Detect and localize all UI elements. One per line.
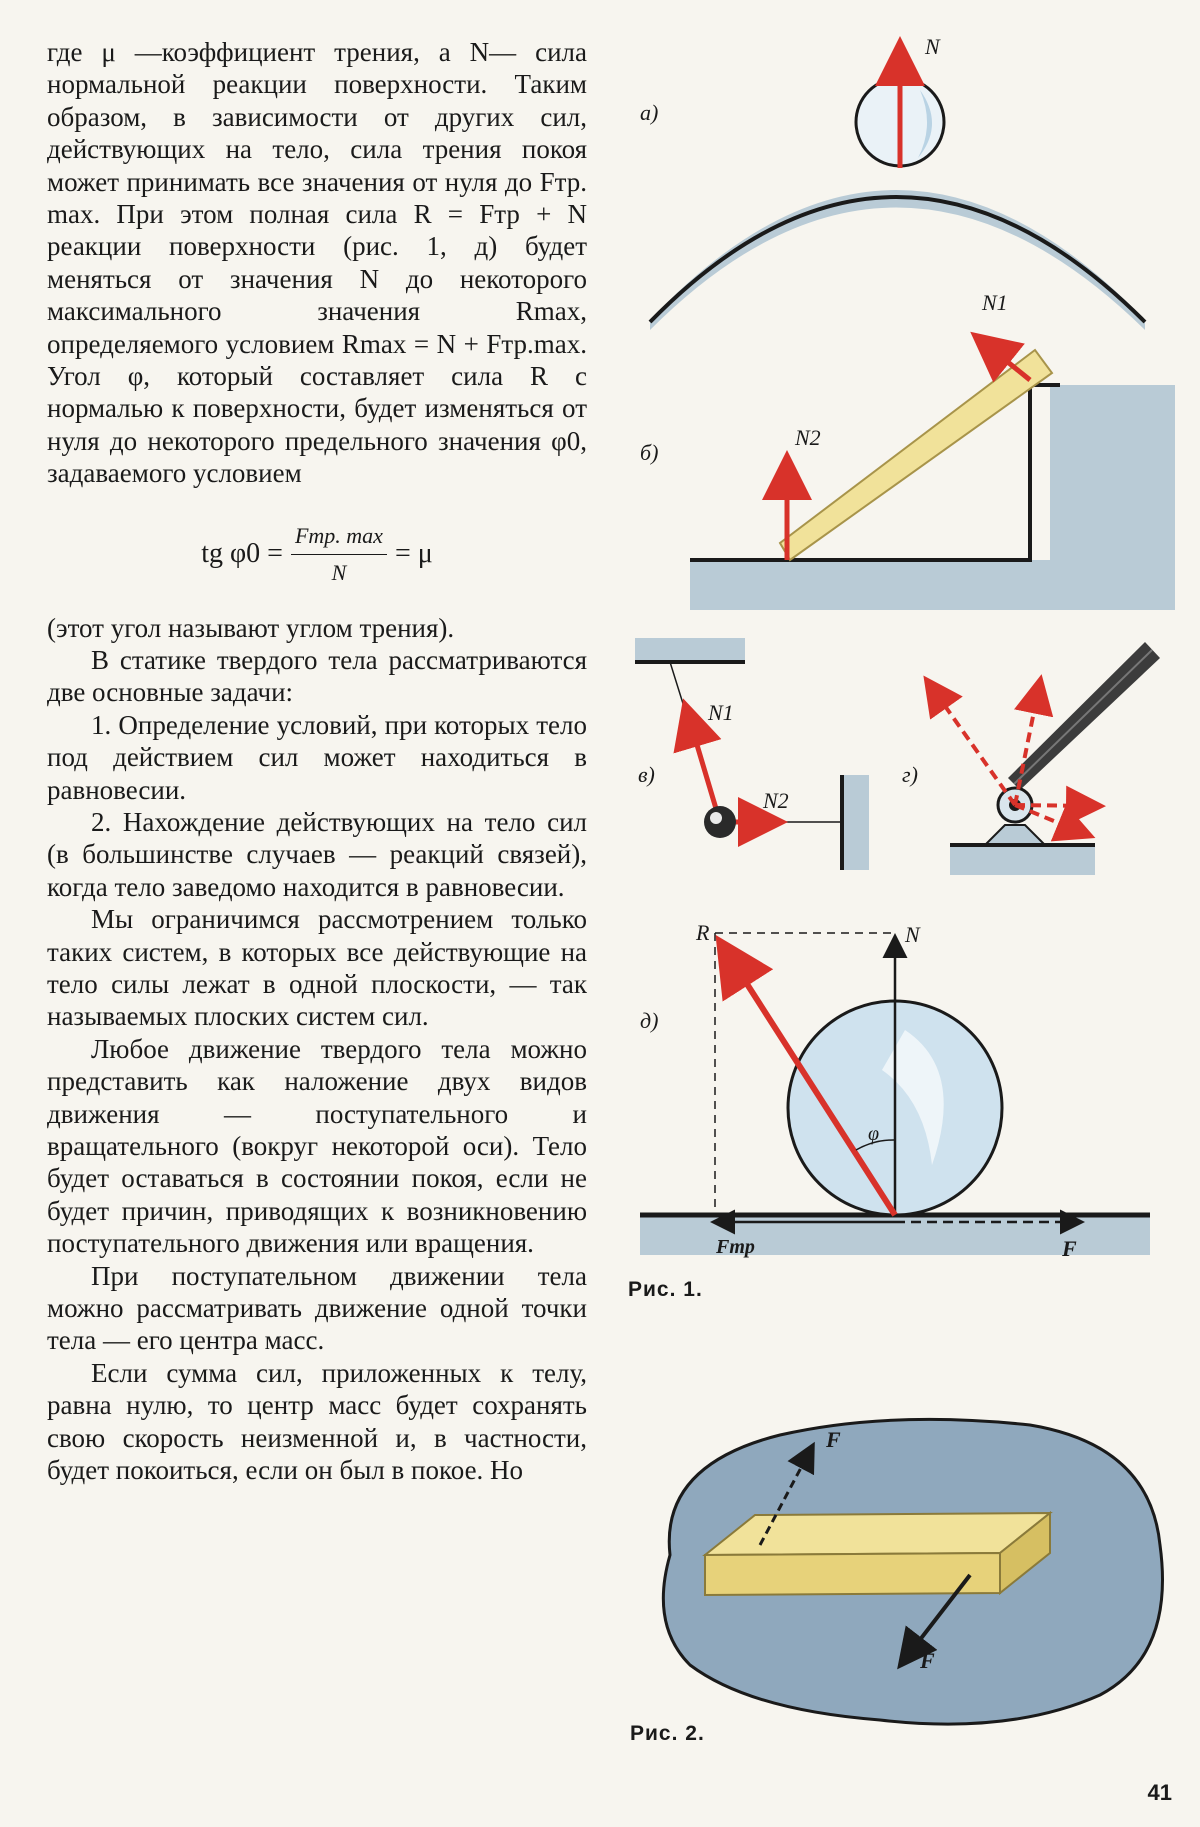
formula-fraction — [291, 520, 387, 590]
label-Ftr-d: Fтр — [716, 1236, 755, 1258]
label-phi-d: φ — [868, 1123, 880, 1145]
figure-1-caption: Рис. 1. — [628, 1278, 703, 1301]
part-label-a: а) — [640, 100, 659, 125]
label-N2-b: N2 — [795, 425, 821, 450]
label-R-d: R — [696, 920, 710, 945]
figure-1a — [650, 34, 1145, 330]
label-N1-b: N1 — [982, 290, 1008, 315]
ceiling — [635, 638, 745, 660]
paragraph-7: Любое движение твердого тела можно представить как наложение двух видов движения — поступательного и вращательного (вокруг некоторой оси). Тело будет оставаться в состоянии покоя, если не будет причин, приводящих к возникновению поступательного движения или вращения. — [47, 1033, 587, 1259]
label-N-a: N — [925, 34, 940, 59]
part-label-b: б) — [640, 440, 659, 465]
page-number: 41 — [1147, 1780, 1172, 1805]
formula-denominator: N — [331, 560, 347, 586]
rod-line-1 — [1014, 650, 1152, 784]
label-N-d: N — [905, 922, 920, 947]
paragraph-4: 1. Определение условий, при которых тело под действием сил может находиться в равновесии. — [47, 709, 587, 805]
paragraph-9: Если сумма сил, приложенных к телу, равна нулю, то центр масс будет сохранять свою скорость неизменной и, в частности, будет покоиться, если он был в покое. Но — [47, 1357, 587, 1486]
floor-b — [690, 560, 1175, 610]
label-F-bottom: F — [920, 1648, 935, 1673]
formula-numerator: Fтр. max — [291, 520, 387, 555]
paragraph-3: В статике твердого тела рассматриваются две основные задачи: — [47, 644, 587, 708]
paragraph-8: При поступательном движении тела можно рассматривать движение одной точки тела — его центра масс. — [47, 1260, 587, 1356]
friction-angle-formula — [47, 520, 587, 590]
paragraph-5: 2. Нахождение действующих на тело сил (в большинстве случаев — реакций связей), когда тело заведомо находится в равновесии. — [47, 806, 587, 902]
ball-v-highlight — [710, 812, 722, 824]
side-wall — [844, 775, 869, 870]
figure-2 — [630, 1405, 1180, 1735]
hinge-stand — [985, 825, 1045, 845]
plank — [780, 350, 1052, 560]
formula-lhs: tg φ0 = — [201, 538, 283, 570]
figure-1 — [620, 30, 1180, 1290]
label-N2-v: N2 — [763, 788, 789, 813]
paragraph-2: (этот угол называют углом трения). — [47, 612, 455, 643]
block-top — [705, 1513, 1050, 1555]
part-label-g: г) — [902, 762, 918, 787]
label-N1-v: N1 — [708, 700, 734, 725]
text-column — [47, 36, 587, 1486]
figure-1g — [928, 642, 1160, 875]
force-dashed-1 — [928, 682, 1015, 805]
force-N1-v — [686, 708, 720, 822]
figure-1d — [640, 920, 1150, 1261]
paragraph-1: где μ —коэффициент трения, а N— сила нормальной реакции поверхности. Таким образом, в зависимости от других сил, действующих на тело, сила трения покоя может принимать все значения от нуля до Fтр. max. При этом полная сила R = Fтр + N реакции поверхности (рис. 1, д) будет меняться от значения N до некоторого максимального значения Rmax, определяемого условием Rmax = N + Fтр.max. Угол φ, который составляет сила R с нормалью к поверхности, будет изменяться от нуля до некоторого предельного значения φ0, задаваемого условием — [47, 37, 587, 489]
dome-line — [650, 197, 1145, 322]
force-dashed-2 — [1015, 682, 1040, 805]
base-g — [950, 845, 1095, 875]
formula-rhs: = μ — [394, 538, 433, 570]
part-label-d: д) — [640, 1008, 659, 1033]
block-front — [705, 1553, 1000, 1595]
figure-1v — [635, 638, 869, 870]
label-F-d: F — [1062, 1236, 1077, 1261]
paragraph-6: Мы ограничимся рассмотрением только таких систем, в которых все действующие на тело силы лежат в одной плоскости, — так называемых плоских систем сил. — [47, 904, 587, 1032]
figure-1b — [690, 290, 1175, 610]
figure-2-caption: Рис. 2. — [630, 1722, 705, 1745]
step-wall — [1050, 385, 1175, 580]
label-F-top: F — [826, 1427, 841, 1452]
part-label-v: в) — [638, 762, 655, 787]
